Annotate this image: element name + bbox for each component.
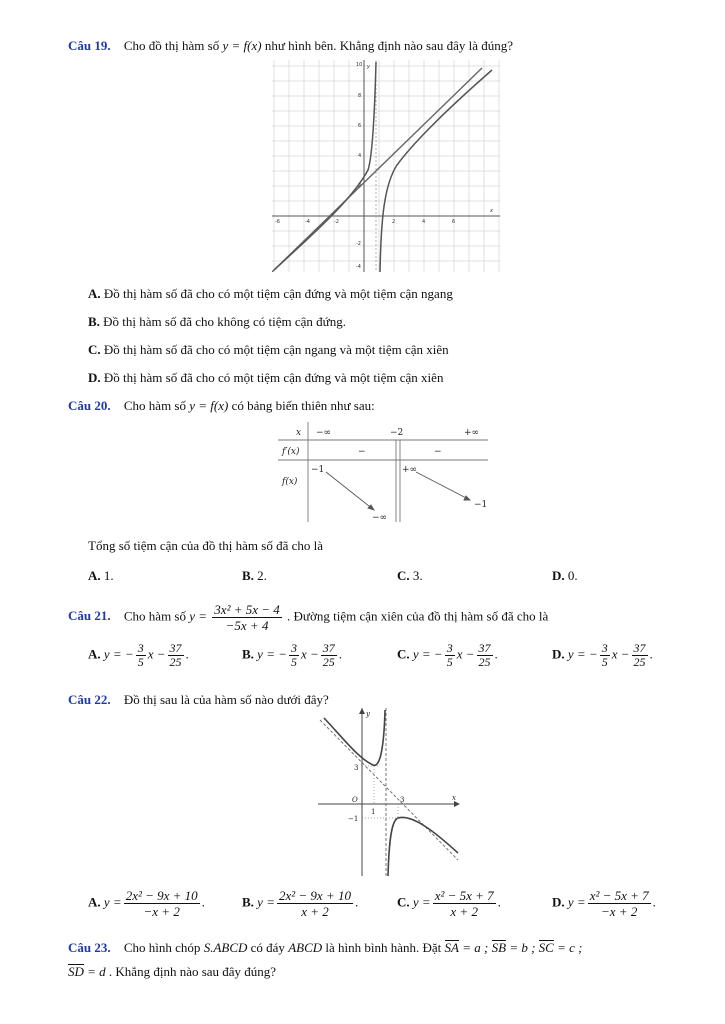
- q23-vector-sd: SD: [68, 964, 84, 979]
- q23-number: Câu 23.: [68, 940, 111, 955]
- q23-question: [68, 940, 582, 956]
- q19-xtick: -4: [305, 219, 310, 225]
- q20-prompt: Tổng số tiệm cận của đồ thị hàm số đã cho là: [88, 538, 324, 553]
- q23-solid: S.ABCD: [203, 940, 248, 955]
- q23-vector-sc: SC: [538, 940, 554, 955]
- q23-question-cont: [68, 964, 276, 980]
- q19-option-d[interactable]: D. Đồ thị hàm số đã cho có một tiệm cận đứng và một tiệm cận xiên: [88, 370, 444, 385]
- q19-xtick: 4: [422, 219, 426, 225]
- q22-tick: 3: [400, 796, 405, 804]
- q20-x-value: −∞: [316, 428, 332, 438]
- q20-x-value: −2: [390, 428, 404, 438]
- q22-option-b[interactable]: B. y = $\frac{\text{2x² − 9x + 10}}{x + 2}$ .: [242, 888, 359, 919]
- q21-frac-num: 3x² + 5x − 4: [214, 602, 280, 617]
- q19-ylabel: y: [367, 64, 370, 70]
- q22-option-c[interactable]: C. y = $\frac{\text{x² − 5x + 7}}{x + 2}$ .: [397, 888, 501, 919]
- q22-tick: 3: [354, 764, 359, 772]
- q20-f-value: −1: [474, 500, 488, 510]
- q19-ytick: 2: [358, 183, 362, 189]
- q21-text: Cho hàm số: [123, 608, 186, 624]
- q20-number: Câu 20.: [68, 398, 111, 413]
- q22-number: Câu 22.: [68, 692, 111, 707]
- q22-question: [68, 692, 329, 708]
- q22-graph: [318, 708, 468, 876]
- q19-ytick: 4: [358, 153, 362, 159]
- q19-function: y = f(x): [222, 38, 262, 53]
- q21-function-fraction: [212, 602, 281, 633]
- q19-ytick: 8: [358, 93, 362, 99]
- q21-text-2: . Đường tiệm cận xiên của đồ thị hàm số đã cho là: [287, 608, 549, 624]
- q19-ytick: 10: [356, 62, 363, 68]
- q19-option-c[interactable]: C. Đồ thị hàm số đã cho có một tiệm cận ngang và một tiệm cận xiên: [88, 342, 449, 357]
- q21-y-eq: y =: [189, 608, 208, 624]
- q22-ylabel: y: [366, 710, 370, 718]
- q22-tick: −1: [348, 815, 359, 823]
- q21-option-b[interactable]: B. y = − $\frac{3}{5}$ x − $\frac{37}{25}$ .: [242, 641, 343, 669]
- q20-fp-sign: −: [358, 447, 366, 457]
- q20-question: [68, 398, 375, 414]
- q19-option-b[interactable]: B. Đồ thị hàm số đã cho không có tiệm cận đứng.: [88, 314, 346, 329]
- q22-option-a[interactable]: A. y = $\frac{\text{2x² − 9x + 10}}{-x + 2}$ .: [88, 888, 205, 919]
- q19-ytick: 6: [358, 123, 362, 129]
- q21-frac-den: −5x + 4: [225, 618, 269, 633]
- q19-option-a[interactable]: A. Đồ thị hàm số đã cho có một tiệm cận đứng và một tiệm cận ngang: [88, 286, 453, 301]
- q23-eq-2: = b ;: [509, 940, 536, 955]
- q20-f-value: +∞: [402, 465, 418, 475]
- q20-x-value: +∞: [464, 428, 480, 438]
- q19-graph: [272, 60, 500, 272]
- q19-text: Cho đồ thị hàm số: [123, 38, 220, 53]
- q20-option-a[interactable]: A. 1.: [88, 568, 114, 583]
- q19-xtick: -2: [334, 219, 339, 225]
- q20-option-b[interactable]: B. 2.: [242, 568, 267, 583]
- q20-x-label: x: [296, 428, 302, 438]
- q20-option-c[interactable]: C. 3.: [397, 568, 423, 583]
- q23-vector-sa: SA: [444, 940, 459, 955]
- q19-text-2: như hình bên. Khẳng định nào sau đây là đúng?: [264, 38, 514, 53]
- q23-text-4: . Khẳng định nào sau đây đúng?: [108, 964, 277, 979]
- q21-number: Câu 21.: [68, 608, 111, 624]
- q20-f-value: −∞: [372, 513, 388, 522]
- q23-eq-1: = a ;: [462, 940, 489, 955]
- q19-ytick: -2: [356, 241, 361, 247]
- q20-fp-label: f′(x): [282, 447, 300, 457]
- q23-vector-sb: SB: [491, 940, 507, 955]
- q22-origin: O: [352, 796, 358, 804]
- q23-text-3: là hình bình hành. Đặt: [325, 940, 442, 955]
- q20-text-2: có bảng biến thiên như sau:: [231, 398, 375, 413]
- q20-f-value: −1: [311, 465, 325, 475]
- q21-option-a[interactable]: A. y = − $\frac{3}{5}$ x − $\frac{37}{25}$ .: [88, 641, 189, 669]
- q20-fp-sign: −: [434, 447, 442, 457]
- q23-base: ABCD: [288, 940, 323, 955]
- q20-option-d[interactable]: D. 0.: [552, 568, 578, 583]
- q19-number: Câu 19.: [68, 38, 111, 53]
- q23-text: Cho hình chóp: [123, 940, 201, 955]
- q23-eq-4: = d: [87, 964, 106, 979]
- q22-xlabel: x: [452, 794, 456, 802]
- q21-option-c[interactable]: C. y = − $\frac{3}{5}$ x − $\frac{37}{25}$ .: [397, 641, 498, 669]
- q20-f-label: f(x): [282, 477, 298, 487]
- q19-xtick: 6: [452, 219, 456, 225]
- q19-xlabel: x: [490, 208, 493, 214]
- q19-question: [68, 38, 513, 54]
- q19-xtick: -6: [275, 219, 280, 225]
- q21-option-d[interactable]: D. y = − $\frac{3}{5}$ x − $\frac{37}{25}$ .: [552, 641, 653, 669]
- q22-text: Đồ thị sau là của hàm số nào dưới đây?: [123, 692, 329, 707]
- q20-variation-table: [278, 422, 488, 522]
- q21-question: [68, 602, 548, 633]
- q22-tick: 1: [371, 808, 376, 816]
- q20-function: y = f(x): [189, 398, 229, 413]
- q23-eq-3: = c ;: [557, 940, 583, 955]
- q19-xtick: 2: [392, 219, 396, 225]
- q19-ytick: -4: [356, 264, 361, 270]
- q23-text-2: có đáy: [250, 940, 285, 955]
- q20-text: Cho hàm số: [123, 398, 186, 413]
- q22-option-d[interactable]: D. y = $\frac{\text{x² − 5x + 7}}{-x + 2}$ .: [552, 888, 656, 919]
